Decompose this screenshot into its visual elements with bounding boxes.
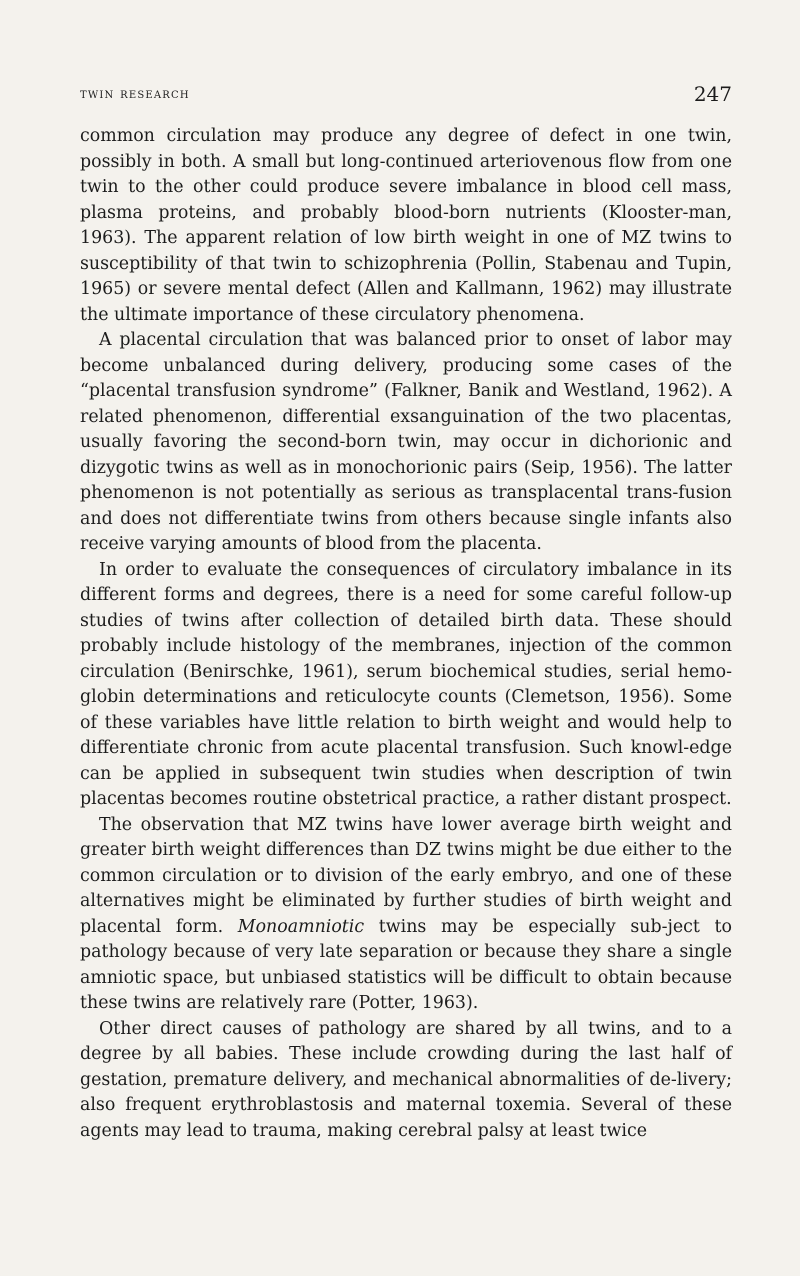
- paragraph: Other direct causes of pathology are shared by all twins, and to a degree by all babies. These include crowding during the last half of gestation, premature delivery, and mechanical abnormalities of de-livery; also frequent erythroblastosis and maternal toxemia. Several of these agents may lead to trauma, making cerebral palsy at least twice: [80, 1018, 732, 1141]
- body-text: [80, 124, 732, 1144]
- paragraph: In order to evaluate the consequences of circulatory imbalance in its different forms and degrees, there is a need for some careful follow-up studies of twins after collection of detailed birth data. These should probably include histology of the membranes, injection of the common circulation (Benirschke, 1961), serum biochemical studies, serial hemo-globin determinations and reticulocyte counts (Clemetson, 1956). Some of these variables have little relation to birth weight and would help to differentiate chronic from acute placental transfusion. Such knowl-edge can be applied in subsequent twin studies when description of twin placentas becomes routine obstetrical practice, a rather distant prospect.: [80, 559, 732, 809]
- italic-term: Monoamniotic: [237, 916, 365, 937]
- page-number: 247: [693, 82, 732, 106]
- paragraph: [80, 813, 732, 1017]
- paragraph-text: The observation that MZ twins have lower average birth weight and greater birth weight differences than DZ twins might be due either to the common circulation or to division of the early embryo, and one of these alternatives might be eliminated by further studies of birth weight and placental form.: [80, 814, 732, 937]
- paragraph: A placental circulation that was balanced prior to onset of labor may become unbalanced during delivery, producing some cases of the “placental transfusion syndrome” (Falkner, Banik and Westland, 1962). A related phenomenon, differential exsanguination of the two placentas, usually favoring the second-born twin, may occur in dichorionic and dizygotic twins as well as in monochorionic pairs (Seip, 1956). The latter phenomenon is not potentially as serious as transplacental trans-fusion and does not differentiate twins from others because single infants also receive varying amounts of blood from the placenta.: [80, 330, 732, 554]
- paragraph-text: twins may be especially sub-ject to pathology because of very late separation or because they share a single amniotic space, but unbiased statistics will be difficult to obtain because these twins are relatively rare (Potter, 1963).: [80, 916, 732, 1013]
- paragraph: common circulation may produce any degree of defect in one twin, possibly in both. A small but long-continued arteriovenous flow from one twin to the other could produce severe imbalance in blood cell mass, plasma proteins, and probably blood-born nutrients (Klooster-man, 1963). The apparent relation of low birth weight in one of MZ twins to susceptibility of that twin to schizophrenia (Pollin, Stabenau and Tupin, 1965) or severe mental defect (Allen and Kallmann, 1962) may illustrate the ultimate importance of these circulatory phenomena.: [80, 126, 732, 325]
- running-head-title: twin research: [80, 86, 190, 102]
